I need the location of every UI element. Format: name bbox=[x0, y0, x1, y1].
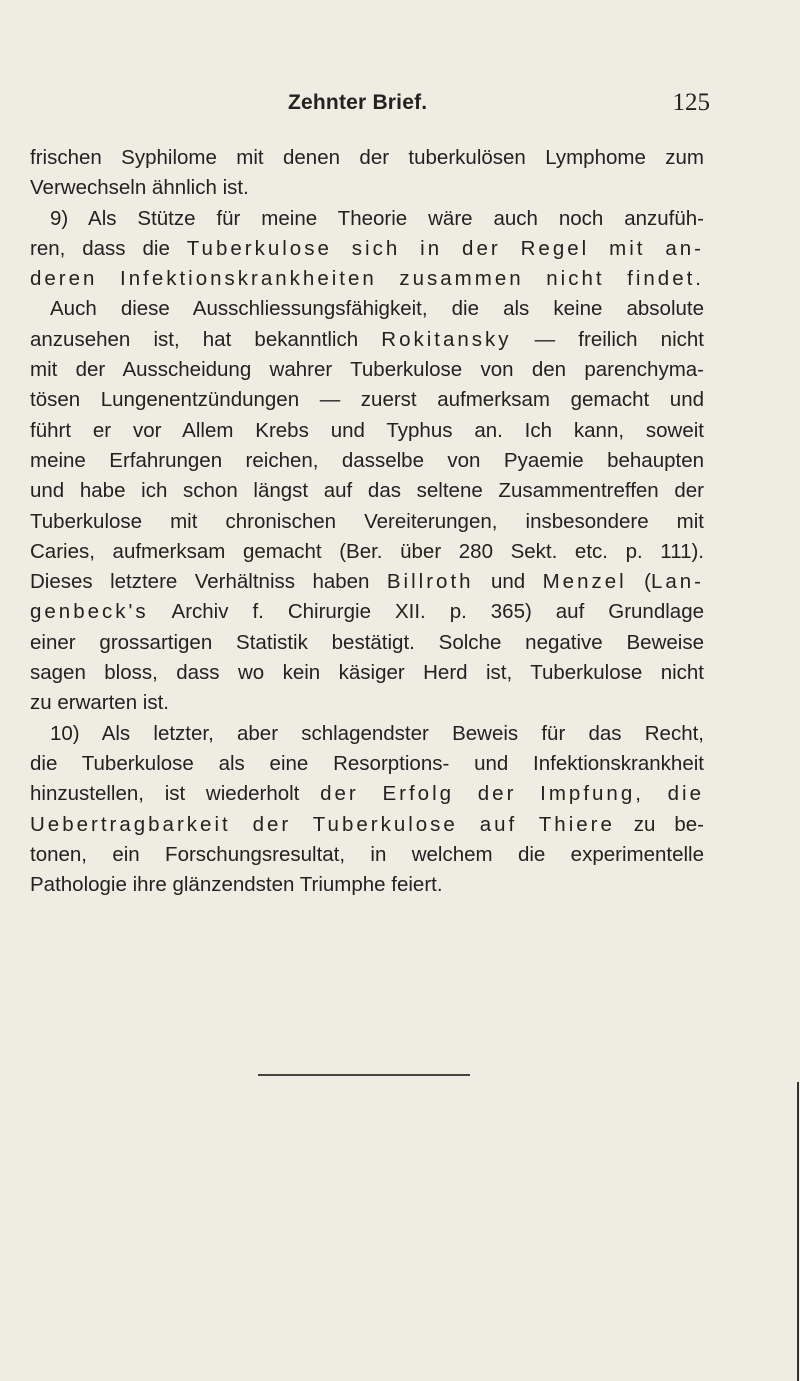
page-edge-shadow bbox=[797, 1082, 799, 1381]
text-run: zu be- bbox=[614, 812, 704, 836]
text-line: führt er vor Allem Krebs und Typhus an. Ich kann, soweit bbox=[30, 418, 704, 442]
spaced-emphasis: deren Infektionskrankheiten zusammen nicht findet. bbox=[30, 267, 704, 291]
text-run: anzusehen ist, hat bekanntlich bbox=[30, 327, 382, 351]
author-name: genbeck's bbox=[30, 600, 149, 624]
text-line: mit der Ausscheidung wahrer Tuberkulose von den parenchyma- bbox=[30, 358, 704, 382]
text-run: und bbox=[473, 570, 543, 594]
text-line: und habe ich schon längst auf das seltene Zusammentreffen der bbox=[30, 479, 704, 503]
chapter-end-rule bbox=[258, 1074, 470, 1076]
text-line: 10) Als letzter, aber schlagendster Beweis für das Recht, bbox=[50, 721, 704, 745]
text-line: Pathologie ihre glänzendsten Triumphe feiert. bbox=[30, 873, 443, 897]
text-run: ( bbox=[626, 570, 651, 594]
spaced-emphasis: Uebertragbarkeit der Tuberkulose auf Thiere bbox=[30, 812, 615, 836]
text-line: Tuberkulose mit chronischen Vereiterungen, insbesondere mit bbox=[30, 509, 704, 533]
text-run: ren, dass die bbox=[30, 236, 187, 260]
page-header bbox=[30, 89, 710, 123]
text-line bbox=[30, 325, 704, 355]
text-line: 9) Als Stütze für meine Theorie wäre auch noch anzufüh- bbox=[50, 206, 704, 230]
author-name: Lan- bbox=[650, 570, 704, 594]
text-line: tonen, ein Forschungsresultat, in welchem die experimentelle bbox=[30, 842, 704, 866]
author-name: Menzel bbox=[542, 570, 627, 594]
body-text bbox=[30, 143, 704, 900]
text-line: Auch diese Ausschliessungsfähigkeit, die als keine absolute bbox=[50, 297, 704, 321]
spaced-emphasis: der Erfolg der Impfung, die bbox=[320, 782, 705, 806]
text-line: frischen Syphilome mit denen der tuberkulösen Lymphome zum bbox=[30, 146, 704, 169]
text-line: einer grossartigen Statistik bestätigt. Solche negative Beweise bbox=[30, 630, 704, 654]
text-run: — freilich nicht bbox=[511, 327, 704, 351]
text-run: hinzustellen, ist wiederholt bbox=[30, 782, 321, 806]
text-run: Dieses letztere Verhältniss haben bbox=[30, 570, 387, 594]
running-title: Zehnter Brief. bbox=[288, 91, 428, 114]
text-line: die Tuberkulose als eine Resorptions- und Infektionskrankheit bbox=[30, 751, 704, 775]
author-name: Rokitansky bbox=[381, 327, 512, 351]
text-line: Caries, aufmerksam gemacht (Ber. über 280 Sekt. etc. p. 111). bbox=[30, 539, 704, 563]
text-run: Archiv f. Chirurgie XII. p. 365) auf Grundlage bbox=[148, 600, 704, 624]
text-line: meine Erfahrungen reichen, dasselbe von Pyaemie behaupten bbox=[30, 448, 704, 472]
spaced-emphasis: Tuberkulose sich in der Regel mit an- bbox=[186, 236, 705, 260]
text-line bbox=[30, 779, 704, 809]
text-line: Verwechseln ähnlich ist. bbox=[30, 176, 249, 200]
text-line: zu erwarten ist. bbox=[30, 691, 169, 715]
page-number: 125 bbox=[672, 89, 710, 116]
author-name: Billroth bbox=[386, 570, 474, 594]
text-line bbox=[30, 597, 704, 627]
text-line bbox=[30, 567, 704, 597]
text-line: tösen Lungenentzündungen — zuerst aufmerksam gemacht und bbox=[30, 388, 704, 412]
text-line: sagen bloss, dass wo kein käsiger Herd ist, Tuberkulose nicht bbox=[30, 661, 704, 685]
text-line bbox=[30, 234, 704, 264]
text-line bbox=[30, 810, 704, 840]
text-line bbox=[30, 264, 704, 294]
